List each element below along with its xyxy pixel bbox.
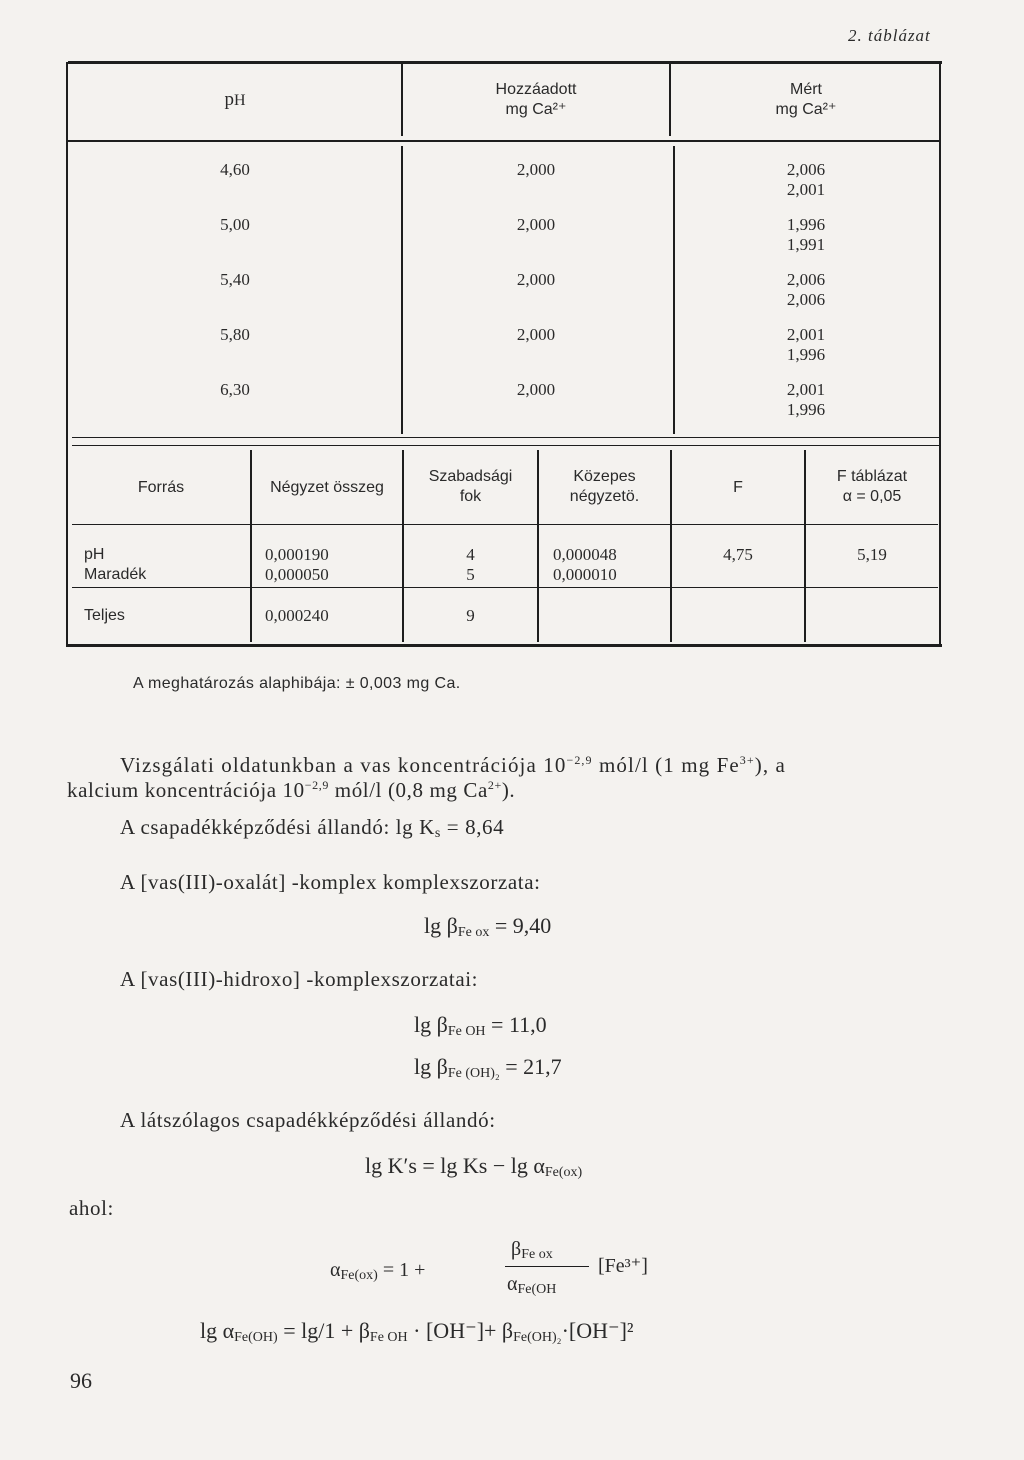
t2-header-ms-1: Közepes <box>573 468 636 485</box>
row4-added: 2,000 <box>516 325 556 344</box>
t2-row1-ss: 0,000190 <box>265 545 329 564</box>
t2-row1-dof: 4 <box>466 545 475 564</box>
header-added-line1: Hozzáadott <box>495 81 577 98</box>
t2-header-dof-1: Szabadsági <box>428 468 513 485</box>
p1-l1-sup: 3+ <box>739 753 755 767</box>
t2-header-ft-1: F táblázat <box>836 468 908 485</box>
table-separator-2 <box>72 445 940 446</box>
row2-added: 2,000 <box>516 215 556 234</box>
t2-row2-source: Maradék <box>84 566 147 583</box>
t2-row3-dof: 9 <box>466 606 475 625</box>
formula-fe3-bracket: [Fe³⁺] <box>598 1255 648 1277</box>
table2-teljes-rule <box>72 587 938 588</box>
row3-measured-a: 2,006 <box>786 270 826 289</box>
t2-header-ms-2: négyzetö. <box>569 488 640 505</box>
paragraph-4: A [vas(III)-hidroxo] -komplexszorzatai: <box>120 967 479 991</box>
table1-top-rule <box>68 61 942 64</box>
row5-measured-b: 1,996 <box>786 400 826 419</box>
formula-lg-alpha-fe-oh <box>200 1318 634 1346</box>
p1-l2-c: ). <box>501 778 516 802</box>
header-added-line2: mg Ca²⁺ <box>505 101 567 118</box>
table1-right-border <box>939 62 941 644</box>
f6-sub3: Fe(OH)₂ <box>513 1330 562 1345</box>
row4-measured <box>673 325 939 365</box>
t2-row1-ms: 0,000048 <box>553 545 617 564</box>
p2-val: = 8,64 <box>440 815 505 839</box>
table1-col-divider-2 <box>669 64 671 136</box>
p1-l1-exp: −2,9 <box>566 753 593 767</box>
f6-a: lg α <box>200 1318 235 1343</box>
f2-sub: Fe OH <box>447 1024 486 1039</box>
paragraph-3: A [vas(III)-oxalát] -komplex komplexszorzata: <box>120 870 541 894</box>
row4-ph: 5,80 <box>220 325 250 344</box>
t2-header-sum-squares: Négyzet összeg <box>270 479 384 496</box>
f4-sub: Fe(ox) <box>544 1165 583 1180</box>
paragraph-1-line-1 <box>120 753 786 778</box>
header-measured-line2: mg Ca²⁺ <box>775 101 837 118</box>
table2-header-rule <box>72 524 938 525</box>
f5-num-sub: Fe ox <box>521 1247 553 1262</box>
row2-ph: 5,00 <box>220 215 250 234</box>
f5-mid: = 1 + <box>377 1259 426 1281</box>
t2-header-ft-2: α = 0,05 <box>842 488 902 505</box>
t2-row2-ms: 0,000010 <box>553 565 617 584</box>
table1-left-border <box>66 62 68 644</box>
row4-measured-a: 2,001 <box>786 325 826 344</box>
fraction-bar <box>505 1266 589 1267</box>
formula-beta-fe-oh <box>414 1012 547 1040</box>
header-measured-line1: Mért <box>790 81 822 98</box>
f6-b: = lg/1 + β <box>277 1318 370 1343</box>
paragraph-5: A látszólagos csapadékképződési állandó: <box>120 1108 496 1132</box>
row1-measured-b: 2,001 <box>786 180 826 199</box>
t2-row3-ss: 0,000240 <box>265 606 329 625</box>
t2-row2-ss: 0,000050 <box>265 565 329 584</box>
paragraph-1-line-2 <box>67 778 515 803</box>
t2-row2-dof: 5 <box>466 565 475 584</box>
t2-row3-source: Teljes <box>84 607 125 624</box>
p1-l2-a: kalcium koncentrációja 10 <box>67 778 305 802</box>
row3-measured <box>673 270 939 310</box>
row1-ph: 4,60 <box>220 160 250 179</box>
p2-sub: s <box>434 826 441 841</box>
p2-text: A csapadékképződési állandó: lg K <box>120 815 435 839</box>
row3-added: 2,000 <box>516 270 556 289</box>
f3-sub: Fe (OH)₂ <box>447 1066 500 1081</box>
table1-header-rule <box>68 140 940 142</box>
t2-header-dof <box>404 467 537 507</box>
t2-row1-ft: 5,19 <box>857 545 887 564</box>
f6-c: · [OH⁻]+ β <box>407 1318 514 1343</box>
formula-fraction-numerator <box>511 1238 553 1263</box>
f3-rhs: = 21,7 <box>499 1054 562 1079</box>
row5-added: 2,000 <box>516 380 556 399</box>
t2-header-mean-square <box>539 467 670 507</box>
ahol-label: ahol: <box>69 1196 114 1220</box>
header-measured <box>673 80 939 120</box>
f6-d: ·[OH⁻]² <box>561 1318 634 1343</box>
header-ph: pH <box>224 89 246 110</box>
t2-header-dof-2: fok <box>459 488 482 505</box>
p1-l2-sup: 2+ <box>487 778 502 792</box>
row5-measured <box>673 380 939 420</box>
table2-bottom-rule <box>66 644 942 647</box>
f5-lhs-sub: Fe(ox) <box>340 1268 378 1283</box>
header-added <box>403 80 669 120</box>
row3-measured-b: 2,006 <box>786 290 826 309</box>
row3-ph: 5,40 <box>220 270 250 289</box>
row1-measured-a: 2,006 <box>786 160 826 179</box>
formula-beta-fe-ox <box>424 913 551 941</box>
footnote: A meghatározás alaphibája: ± 0,003 mg Ca. <box>133 675 461 692</box>
row2-measured-a: 1,996 <box>786 215 826 234</box>
f5-den: α <box>507 1273 518 1295</box>
row2-measured <box>673 215 939 255</box>
formula-fraction-denominator <box>507 1273 556 1298</box>
t2-header-source: Forrás <box>137 479 185 496</box>
table-label: 2. táblázat <box>848 26 931 45</box>
f5-lhs: α <box>330 1259 341 1281</box>
f5-den-sub: Fe(OH <box>517 1282 557 1297</box>
p1-l1-a: Vizsgálati oldatunkban a vas koncentrációja 10 <box>120 753 567 777</box>
t2-header-f: F <box>733 479 743 496</box>
f5-num: β <box>511 1238 522 1260</box>
p1-l1-b: mól/l (1 mg Fe <box>592 753 740 777</box>
formula-alpha-fe-ox-lhs <box>330 1259 425 1284</box>
row1-added: 2,000 <box>516 160 556 179</box>
row1-measured <box>673 160 939 200</box>
row4-measured-b: 1,996 <box>786 345 826 364</box>
f4-text: lg K′s = lg Ks − lg α <box>365 1153 545 1178</box>
f2-rhs: = 11,0 <box>485 1012 547 1037</box>
page-number: 96 <box>70 1368 92 1393</box>
row5-measured-a: 2,001 <box>786 380 826 399</box>
t2-header-f-table <box>806 467 938 507</box>
f6-sub1: Fe(OH) <box>234 1330 278 1345</box>
t2-row1-f: 4,75 <box>723 545 753 564</box>
t2-row1-source: pH <box>84 546 105 563</box>
f1-sub: Fe ox <box>457 925 490 940</box>
f1-rhs: = 9,40 <box>489 913 552 938</box>
p1-l2-exp: −2,9 <box>304 778 329 792</box>
f3-lhs: lg β <box>414 1054 448 1079</box>
row2-measured-b: 1,991 <box>786 235 826 254</box>
p1-l1-c: ), a <box>754 753 786 777</box>
formula-beta-fe-oh2 <box>414 1054 562 1082</box>
table-separator-1 <box>72 437 940 438</box>
f1-lhs: lg β <box>424 913 458 938</box>
paragraph-2 <box>120 815 504 842</box>
formula-apparent-ks <box>365 1153 582 1181</box>
f6-sub2: Fe OH <box>369 1330 408 1345</box>
f2-lhs: lg β <box>414 1012 448 1037</box>
row5-ph: 6,30 <box>220 380 250 399</box>
p1-l2-b: mól/l (0,8 mg Ca <box>328 778 488 802</box>
